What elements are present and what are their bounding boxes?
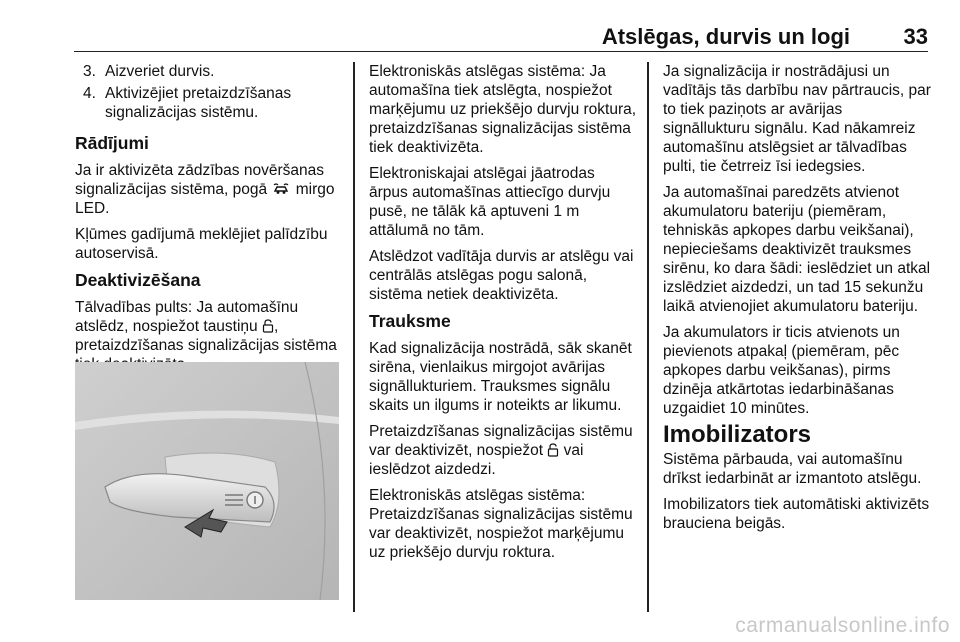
battery-disconnect-paragraph: Ja automašīnai paredzēts atvienot akumulatoru bateriju (piemēram, tehniskās apkopes darbu veikšanai), nepieciešams deaktivizēt trauksmes sirēnu, ko dara šādi: ieslēdziet un atkal izslēdziet aizdedzi, un tad 15 sekunžu laikā atvienojiet akumulatoru bateriju. xyxy=(663,184,931,315)
immobiliser-auto-paragraph: Imobilizators tiek automātiski aktivizēts brauciena beigās. xyxy=(663,496,930,532)
deactivation-paragraph: Tālvadības pults: Ja automašīnu atslēdz, nospiežot taustiņu , pretaizdzīšanas signalizācijas sistēma xyxy=(75,299,337,354)
driver-door-paragraph: Atslēdzot vadītāja durvis ar atslēgu vai centrālās atslēgas pogu salonā, sistēma netiek deaktivizēta. xyxy=(369,248,634,303)
indicators-heading: Rādījumi xyxy=(75,133,149,153)
immobiliser-paragraph: Sistēma pārbauda, vai automašīnu drīkst iedarbināt ar izmantoto atslēgu. xyxy=(663,451,922,487)
column-1 xyxy=(75,62,341,381)
column-divider-2 xyxy=(647,62,649,612)
list-item: 4. Aktivizējiet pretaizdzīšanas signalizācijas sistēmu. xyxy=(83,85,292,121)
alarm-heading: Trauksme xyxy=(369,311,451,331)
keyless-paragraph: Elektroniskās atslēgas sistēma: Ja automašīna tiek atslēgta, nospiežot marķējumu uz priekšējo durvju roktura, pretaizdzīšanas signalizācijas sistēma tiek deaktivizēta. xyxy=(369,63,637,156)
door-handle-image xyxy=(75,362,339,600)
header-title: Atslēgas, durvis un logi xyxy=(601,24,850,49)
column-2 xyxy=(369,62,637,569)
alarm-triggered-paragraph: Ja signalizācija ir nostrādājusi un vadītājs tās darbību nav pārtraucis, par to tiek paziņots ar avārijas signāllukturu signālu. Kad nākamreiz automašīnu atslēgsiet ar tālvadības pulti, tie četrreiz īsi iedegsies. xyxy=(663,63,931,175)
page-number: 33 xyxy=(903,24,928,49)
steps-list xyxy=(75,62,341,122)
door-handle-illustration xyxy=(75,362,339,600)
immobiliser-heading: Imobilizators xyxy=(663,421,812,448)
list-item: 3. Aizveriet durvis. xyxy=(83,63,215,80)
column-3 xyxy=(663,62,933,540)
deactivation-heading: Deaktivizēšana xyxy=(75,270,201,290)
alarm-paragraph: Kad signalizācija nostrādā, sāk skanēt sirēna, vienlaikus mirgojot avārijas signāllukturiem. Trauksmes signālu skaits un ilgums ir noteikts ar likumu. xyxy=(369,340,632,414)
page-header xyxy=(74,20,928,52)
alarm-deactivate-paragraph: Pretaizdzīšanas signalizācijas sistēmu var deaktivizēt, nospiežot vai ieslēdzot aizdedzi. xyxy=(369,423,633,478)
indicators-paragraph-2: Kļūmes gadījumā meklējiet palīdzību autoservisā. xyxy=(75,226,328,262)
car-alarm-icon xyxy=(271,182,291,196)
unlock-icon xyxy=(262,319,274,333)
key-range-paragraph: Elektroniskajai atslēgai jāatrodas ārpus automašīnas attiecīgo durvju pusē, ne tālāk kā aptuveni 1 m attālumā no tām. xyxy=(369,165,611,239)
battery-reconnect-paragraph: Ja akumulators ir ticis atvienots un pievienots atpakaļ (piemēram, pēc apkopes darbu veikšanas), pirms dzinēja atkārtotas iedarbināšanas uzgaidiet 10 minūtes. xyxy=(663,324,900,417)
keyless-alarm-paragraph: Elektroniskās atslēgas sistēma: Pretaizdzīšanas signalizācijas sistēmu var deaktivizēt, nospiežot marķējumu uz priekšējo durvju roktura. xyxy=(369,487,633,561)
indicators-paragraph: Ja ir aktivizēta zādzības novēršanas signalizācijas sistēma, pogā mirgo LED. xyxy=(75,162,335,217)
watermark: carmanualsonline.info xyxy=(735,614,950,637)
column-divider-1 xyxy=(353,62,355,612)
unlock-icon xyxy=(547,443,559,457)
